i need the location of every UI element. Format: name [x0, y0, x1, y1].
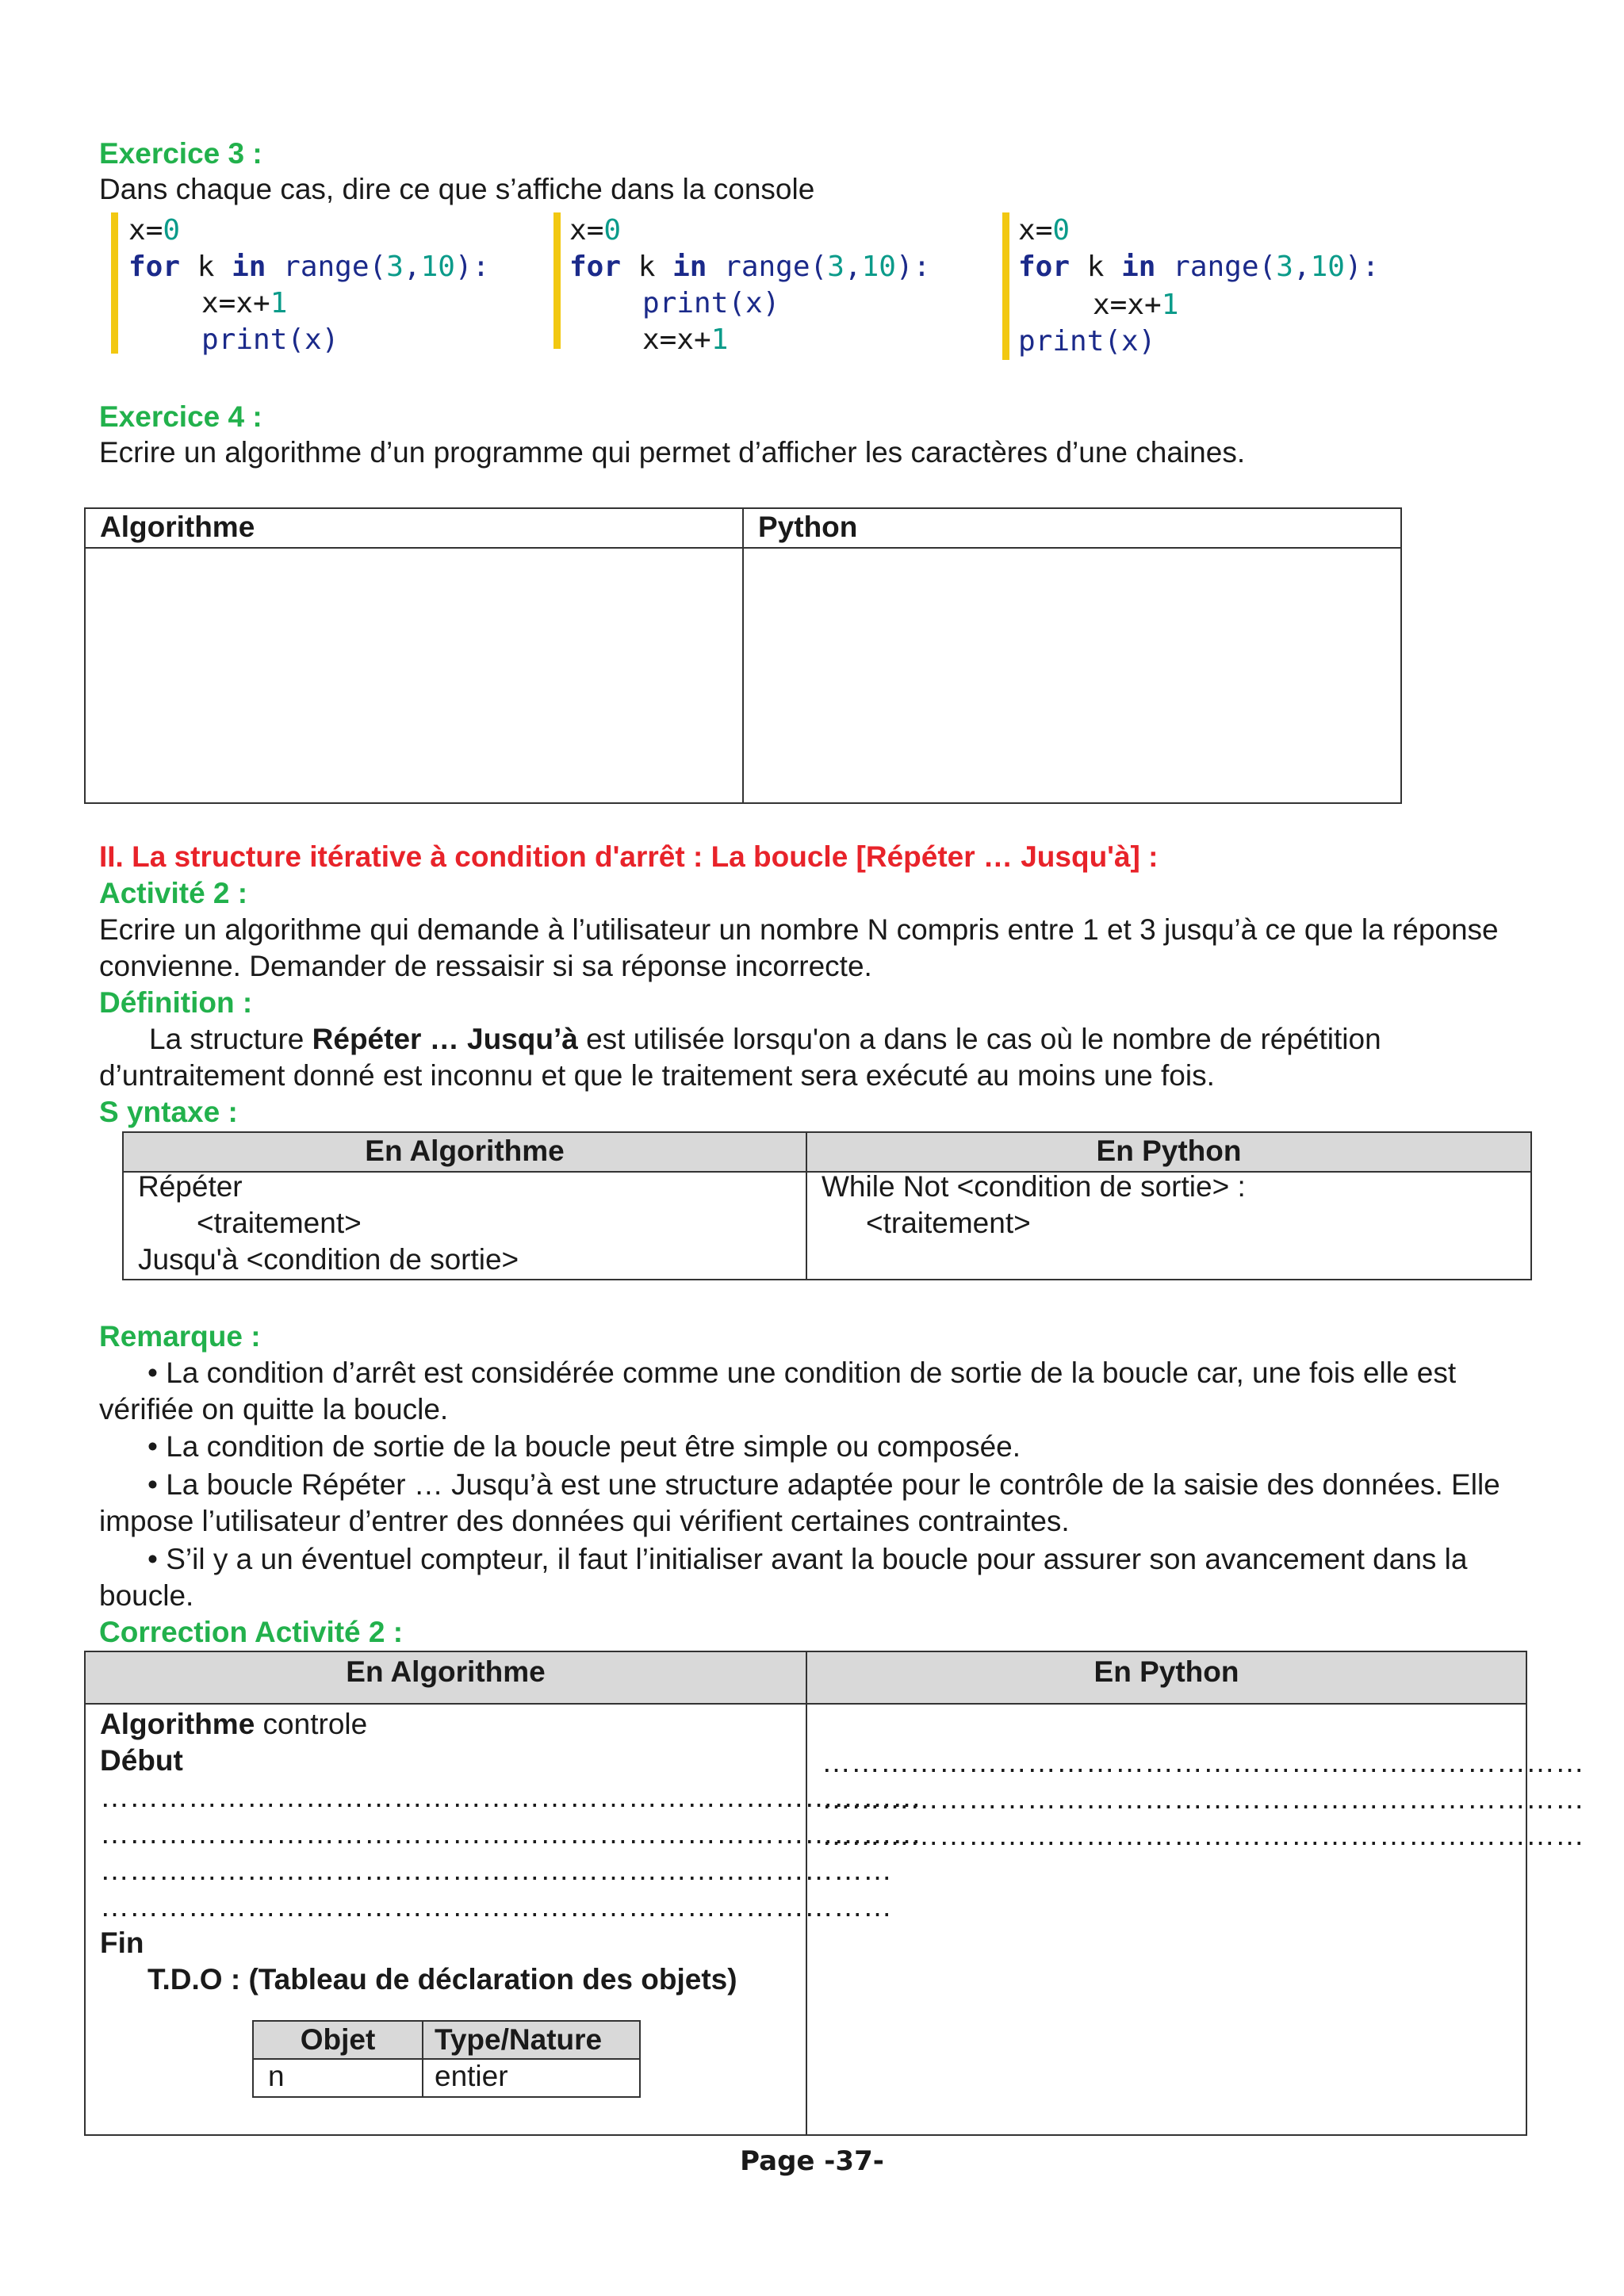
activity-text-line: convienne. Demander de ressaisir si sa réponse incorrecte. [99, 950, 872, 982]
remark-bullet: • S’il y a un éventuel compteur, il faut l’initialiser avant la boucle pour assurer son avancement dans la [147, 1543, 1468, 1575]
remark-bullet-continuation: impose l’utilisateur d’entrer des données qui vérifient certaines contraintes. [99, 1505, 1070, 1537]
correction-title: Correction Activité 2 : [99, 1616, 404, 1648]
python-fill-line[interactable]: …………………………………………………………………… [822, 1746, 1584, 1778]
column-header-algorithme: En Algorithme [365, 1135, 565, 1167]
column-header-python: En Python [1096, 1135, 1242, 1167]
syntax-title: S yntaxe : [99, 1096, 238, 1128]
code-line: x=0 [569, 214, 622, 247]
syntax-algo-line: Répéter [138, 1170, 243, 1203]
code-bar [1002, 212, 1009, 360]
tdo-cell-objet: n [268, 2060, 285, 2092]
python-fill-line[interactable]: …………………………………………………………………… [822, 1819, 1584, 1851]
code-line: x=x+1 [642, 323, 729, 356]
syntax-table [122, 1131, 1532, 1280]
page-number: Page -37- [740, 2145, 884, 2177]
algo-fill-line[interactable]: ……………………………………………………………………… [100, 1854, 892, 1886]
algo-fill-line[interactable]: ………………………………………………………………………… [100, 1817, 921, 1850]
remark-bullet: • La condition d’arrêt est considérée comme une condition de sortie de la boucle car, une fois elle est [147, 1357, 1457, 1389]
syntax-algo-line: <traitement> [197, 1207, 362, 1239]
algo-fill-line[interactable]: ………………………………………………………………………… [100, 1781, 921, 1813]
code-block-2 [553, 212, 966, 358]
algo-fill-line[interactable]: ……………………………………………………………………… [100, 1890, 892, 1923]
code-bar [553, 212, 561, 349]
code-line: for k in range(3,10): [1018, 251, 1380, 283]
answer-cell-algorithme[interactable] [86, 549, 742, 802]
code-line: x=0 [128, 214, 181, 247]
code-line: for k in range(3,10): [569, 251, 931, 283]
column-header-algorithme: En Algorithme [346, 1655, 546, 1688]
remark-bullet: • La condition de sortie de la boucle peut être simple ou composée. [147, 1430, 1021, 1463]
answer-cell-python[interactable] [744, 549, 1400, 802]
code-block-1 [111, 212, 523, 358]
exercise-4-table [84, 507, 1402, 804]
python-fill-line[interactable]: …………………………………………………………………… [822, 1782, 1584, 1815]
activity-text-line: Ecrire un algorithme qui demande à l’utilisateur un nombre N compris entre 1 et 3 jusqu’à ce que la réponse [99, 913, 1499, 946]
syntax-python-line: <traitement> [866, 1207, 1031, 1239]
syntax-algo-line: Jusqu'à <condition de sortie> [138, 1243, 519, 1276]
code-line: print(x) [642, 287, 780, 320]
exercise-3-instruction: Dans chaque cas, dire ce que s’affiche dans la console [99, 173, 815, 205]
algo-header-line: Algorithme controle [100, 1708, 368, 1740]
remark-bullet: • La boucle Répéter … Jusqu’à est une structure adaptée pour le contrôle de la saisie des données. Elle [147, 1468, 1500, 1501]
activity-2-title: Activité 2 : [99, 877, 248, 909]
exercise-4-title: Exercice 4 : [99, 400, 262, 433]
section-heading: II. La structure itérative à condition d'arrêt : La boucle [Répéter … Jusqu'à] : [99, 840, 1159, 873]
remark-bullet-continuation: vérifiée on quitte la boucle. [99, 1393, 449, 1425]
exercise-3-title: Exercice 3 : [99, 137, 262, 170]
column-header-algorithme: Algorithme [100, 511, 255, 543]
definition-title: Définition : [99, 986, 253, 1019]
definition-text-line: d’untraitement donné est inconnu et que le traitement sera exécuté au moins une fois. [99, 1059, 1215, 1092]
remark-bullet-continuation: boucle. [99, 1579, 194, 1612]
code-bar [111, 212, 118, 354]
code-line: x=0 [1018, 214, 1071, 247]
column-header-python: En Python [1094, 1655, 1239, 1688]
code-line: x=x+1 [201, 287, 288, 320]
code-block-3 [1002, 212, 1431, 363]
tdo-title: T.D.O : (Tableau de déclaration des objets) [147, 1963, 737, 1996]
table-divider [422, 2022, 423, 2096]
definition-text-line: La structure Répéter … Jusqu’à est utilisée lorsqu'on a dans le cas où le nombre de répétition [149, 1023, 1381, 1055]
algo-debut: Début [100, 1744, 183, 1777]
code-line: for k in range(3,10): [128, 251, 490, 283]
tdo-header-objet: Objet [300, 2023, 376, 2056]
algo-fin: Fin [100, 1927, 144, 1959]
exercise-4-instruction: Ecrire un algorithme d’un programme qui permet d’afficher les caractères d’une chaines. [99, 436, 1246, 469]
code-line: print(x) [201, 323, 339, 356]
remark-title: Remarque : [99, 1320, 261, 1353]
tdo-cell-type: entier [435, 2060, 508, 2092]
tdo-table [252, 2020, 641, 2098]
correction-table [84, 1651, 1584, 2136]
code-line: print(x) [1018, 325, 1156, 358]
code-line: x=x+1 [1093, 289, 1179, 321]
tdo-header-type: Type/Nature [435, 2023, 603, 2056]
column-header-python: Python [758, 511, 858, 543]
syntax-python-line: While Not <condition de sortie> : [822, 1170, 1246, 1203]
